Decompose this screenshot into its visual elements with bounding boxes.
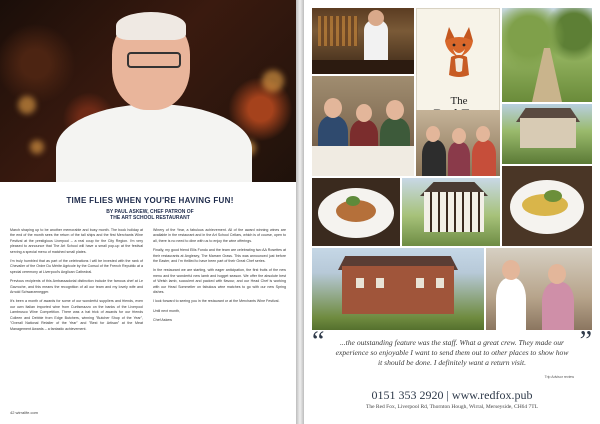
paragraph: Finally, my good friend Ellis Fondo and the team are celebrating two AA Rosettes at their restaurants at Anglesey, The Marram Grass. This was announced just before the Easter, and I'm thrilled to have been part of their Great Chef series. [153, 248, 286, 264]
fox-logo-icon [439, 23, 479, 79]
tudor-facade [424, 192, 484, 232]
diner-head [324, 98, 342, 118]
byline-line-2: THE ART SCHOOL RESTAURANT [110, 215, 190, 221]
chef-hair [116, 12, 186, 40]
paragraph: March shaping up to be another memorable and busy month. The book holiday at the end of the month sees the return of the tall ships and the first Merchants Wine Festival at the prestigious Liverpool – a real coup for the City Region. I'm very pleased to announce that The Art School will have a small pop-up at the festival serving a special menu of matched small plates. [10, 228, 143, 254]
diner-head [502, 260, 520, 280]
byline-line-1: BY PAUL ASKEW, CHEF PATRON OF [106, 209, 194, 215]
article-byline [60, 209, 240, 221]
open-quote-icon: “ [312, 326, 325, 357]
diner-shirt [472, 140, 496, 176]
chef-portrait-photo [0, 0, 296, 182]
sign-text-the: The [450, 95, 468, 107]
dining-table [312, 146, 414, 176]
window [356, 278, 364, 288]
garden-photo [502, 8, 592, 102]
chef-glasses [127, 52, 181, 68]
food-dish-photo [502, 166, 592, 246]
window [376, 278, 384, 288]
pub-building [342, 266, 454, 314]
address-line: The Red Fox, Liverpool Rd, Thornton Hough, Wirral, Merseyside, CH64 7TL [365, 404, 539, 410]
diner-head [356, 104, 372, 122]
bottle-shelf [318, 16, 358, 46]
diner-head [476, 126, 490, 142]
bar-photo [312, 8, 414, 74]
group-dining-photo [416, 110, 500, 176]
bokeh-light [18, 96, 36, 114]
chef-whites [56, 104, 252, 182]
bokeh-light [30, 140, 44, 154]
drinks-photo [486, 248, 592, 330]
paragraph: In the restaurant we are starting, with eager anticipation, the first fruits of the new menu and the wonderful new lamb and hogget season. We offer the absolute best of Welsh lamb, succulent and packed with flavour, and our Head Chef is working with our Head Sommelier on fabulous wine matches to go with our new Spring dishes. [153, 268, 286, 295]
contact-line: 0151 353 2920 | www.redfox.pub [371, 388, 533, 402]
paragraph: I look forward to seeing you in the restaurant or at the Merchants Wine Festival. [153, 299, 280, 304]
close-quote-icon: ” [579, 326, 592, 357]
diner-head [452, 128, 466, 144]
window [436, 278, 444, 288]
pub-exterior-photo [502, 104, 592, 164]
spread-gutter [296, 0, 304, 424]
diner-shirt [542, 282, 574, 330]
article-column-1 [10, 228, 143, 336]
quote-text: ...the outstanding feature was the staff. What a great crew. They made our experience so enjoyable I want to send them out to other places to show how it should be done. I definitely want a return visit. [335, 338, 569, 367]
diner-shirt [422, 140, 446, 176]
paragraph: Until next month, [153, 308, 180, 313]
signature: Chef Askew [153, 318, 172, 323]
barman-head [368, 10, 384, 26]
article-headline: TIME FLIES WHEN YOU'RE HAVING FUN! [66, 196, 234, 205]
garden-path [532, 48, 562, 102]
testimonial-quote [312, 326, 592, 379]
diner-head [386, 100, 404, 120]
brick-pub-photo [312, 248, 484, 330]
right-page-advert [304, 0, 600, 424]
page-folio: 42 wirralife.com [10, 410, 39, 415]
diners-photo [312, 76, 414, 176]
article-column-2 [153, 228, 286, 328]
bokeh-light [262, 70, 284, 92]
window [416, 278, 424, 288]
garnish [544, 190, 562, 202]
paragraph: It's been a month of awards for some of our wonderful suppliers and friends, even our own Italian imported wine from Curtismazzo on the banks of the Liverpool Lambrusco Wine Competition. There was a hat trick of awards for our friends Colleen and Debbie from Edge Butchers, winning "Butcher Shop of the Year", "Overall National Retailer of the Year" and "Best for Artisan" at the Meat Management Awards – a fantastic achievement. [10, 299, 143, 331]
paragraph: Winery of the Year, a fabulous achievement. All of the award winning wines are available in the restaurant and in the Art School Cellars, which is of course, open to all, there is no need to dine with us to enjoy the wine offerings. [153, 228, 286, 243]
food-dish-photo [312, 178, 400, 246]
garnish [346, 196, 360, 206]
tudor-building-photo [402, 178, 500, 246]
diner-head [548, 264, 566, 284]
pub-building [520, 118, 576, 148]
bar-counter [312, 60, 414, 74]
diner-head [426, 126, 440, 142]
left-page [0, 0, 296, 424]
diner-shirt [448, 142, 470, 176]
paragraph: Previous recipients of this Ambassadorial distinction include the famous chef at Le Gavroche, and this means the recognition of all our team and my lovely wife and Arnold Schwarzenegger. [10, 279, 143, 295]
diner-shirt [496, 278, 526, 330]
paragraph: I'm truly humbled that as part of the celebrations I will be invested with the rank of Chevalier of the Ordre Du Mérite Agricole by the Consul of the French Republic at a special ceremony at Liverpool's Anglican Cathedral. [10, 259, 143, 274]
quote-source: Trip Advisor review [544, 375, 574, 379]
